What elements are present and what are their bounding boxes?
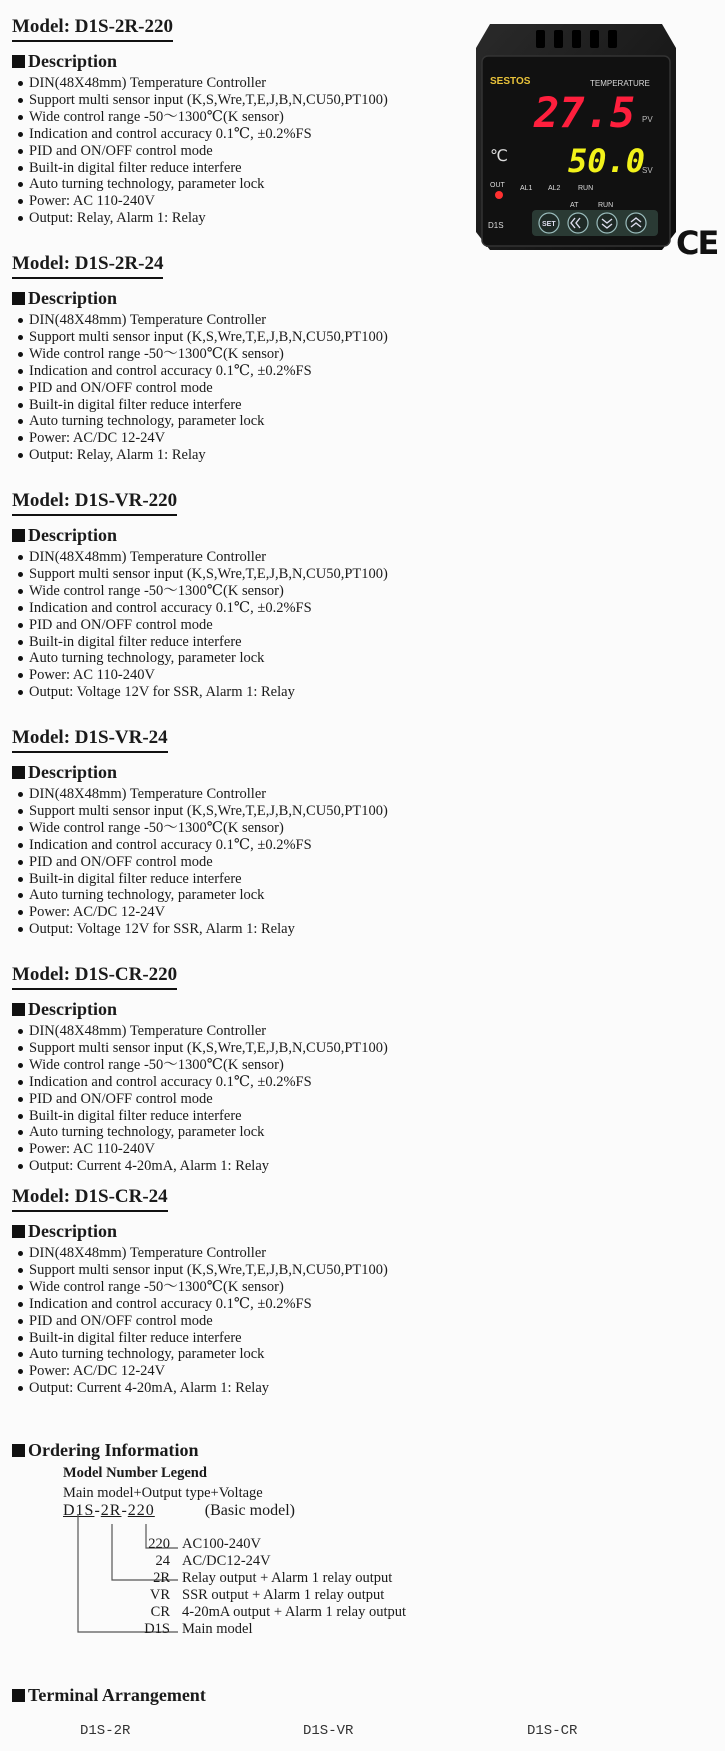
feature-item: DIN(48X48mm) Temperature Controller (18, 1023, 388, 1040)
square-bullet-icon (12, 1689, 25, 1702)
terminal-label: D1S-CR (527, 1723, 578, 1739)
feature-item: Power: AC 110-240V (18, 667, 388, 684)
feature-item: PID and ON/OFF control mode (18, 854, 388, 871)
feature-item: Indication and control accuracy 0.1℃, ±0.2%FS (18, 600, 388, 617)
ordering-heading: Ordering Information (12, 1440, 199, 1461)
feature-item: Output: Current 4-20mA, Alarm 1: Relay (18, 1158, 388, 1175)
temperature-controller-image (476, 22, 678, 250)
legend-subtitle: Main model+Output type+Voltage (63, 1485, 263, 1501)
feature-item: Built-in digital filter reduce interfere (18, 160, 388, 177)
option-row: 2R Relay output + Alarm 1 relay output (153, 1570, 393, 1586)
feature-item: Power: AC/DC 12-24V (18, 1363, 388, 1380)
feature-item: Indication and control accuracy 0.1℃, ±0.2%FS (18, 1296, 388, 1313)
feature-list (12, 549, 388, 701)
square-bullet-icon (12, 529, 25, 542)
feature-item: Wide control range -50～1300℃(K sensor) (18, 1057, 388, 1074)
feature-item: Built-in digital filter reduce interfere (18, 397, 388, 414)
feature-item: Auto turning technology, parameter lock (18, 650, 388, 667)
indicator-out: OUT (490, 182, 505, 189)
feature-item: Output: Relay, Alarm 1: Relay (18, 447, 388, 464)
feature-item: DIN(48X48mm) Temperature Controller (18, 786, 388, 803)
feature-item: PID and ON/OFF control mode (18, 617, 388, 634)
legend-heading (63, 1463, 263, 1503)
option-row: 24 AC/DC12-24V (155, 1553, 271, 1569)
square-bullet-icon (12, 55, 25, 68)
description-heading: Description (12, 524, 388, 546)
model-title: Model: D1S-CR-24 (12, 1186, 168, 1212)
feature-item: Support multi sensor input (K,S,Wre,T,E,J,B,N,CU50,PT100) (18, 329, 388, 346)
description-heading: Description (12, 287, 388, 309)
model-block-6 (12, 1186, 388, 1397)
model-block-1 (12, 16, 388, 227)
feature-item: Built-in digital filter reduce interfere (18, 1108, 388, 1125)
feature-list (12, 786, 388, 938)
feature-item: Wide control range -50～1300℃(K sensor) (18, 583, 388, 600)
feature-item: Indication and control accuracy 0.1℃, ±0.2%FS (18, 1074, 388, 1091)
model-title: Model: D1S-VR-220 (12, 490, 177, 516)
model-tag: D1S (488, 221, 504, 230)
feature-item: Support multi sensor input (K,S,Wre,T,E,J,B,N,CU50,PT100) (18, 803, 388, 820)
feature-item: Output: Voltage 12V for SSR, Alarm 1: Relay (18, 921, 388, 938)
feature-item: Indication and control accuracy 0.1℃, ±0.2%FS (18, 363, 388, 380)
model-title: Model: D1S-2R-24 (12, 253, 163, 279)
feature-item: Output: Relay, Alarm 1: Relay (18, 210, 388, 227)
out-led-icon (495, 191, 503, 199)
feature-list (12, 1245, 388, 1397)
feature-item: Built-in digital filter reduce interfere (18, 871, 388, 888)
feature-item: Built-in digital filter reduce interfere (18, 1330, 388, 1347)
square-bullet-icon (12, 1444, 25, 1457)
feature-list (12, 312, 388, 464)
description-heading: Description (12, 998, 388, 1020)
feature-item: Power: AC/DC 12-24V (18, 904, 388, 921)
description-heading: Description (12, 50, 388, 72)
unit-label: ℃ (490, 146, 508, 165)
code-string: D1S-2R-220 (63, 1502, 155, 1519)
feature-item: Power: AC/DC 12-24V (18, 430, 388, 447)
indicator-al1: AL1 (520, 185, 533, 192)
terminal-label: D1S-VR (303, 1723, 354, 1739)
feature-item: DIN(48X48mm) Temperature Controller (18, 75, 388, 92)
sv-display: 50.0 (568, 142, 646, 180)
feature-item: Indication and control accuracy 0.1℃, ±0.2%FS (18, 126, 388, 143)
set-key-label: SET (542, 221, 556, 228)
square-bullet-icon (12, 292, 25, 305)
indicator-run: RUN (578, 185, 594, 192)
feature-item: Wide control range -50～1300℃(K sensor) (18, 346, 388, 363)
square-bullet-icon (12, 1225, 25, 1238)
option-row: D1S Main model (144, 1621, 253, 1637)
at-key-label: AT (570, 202, 579, 209)
feature-item: Support multi sensor input (K,S,Wre,T,E,J,B,N,CU50,PT100) (18, 566, 388, 583)
feature-item: Power: AC 110-240V (18, 193, 388, 210)
feature-item: PID and ON/OFF control mode (18, 1091, 388, 1108)
feature-item: Support multi sensor input (K,S,Wre,T,E,J,B,N,CU50,PT100) (18, 92, 388, 109)
ce-mark: CE (676, 224, 718, 262)
feature-list (12, 1023, 388, 1175)
legend-title: Model Number Legend (63, 1465, 207, 1481)
description-heading: Description (12, 1220, 388, 1242)
feature-item: Indication and control accuracy 0.1℃, ±0.2%FS (18, 837, 388, 854)
feature-item: PID and ON/OFF control mode (18, 143, 388, 160)
feature-item: DIN(48X48mm) Temperature Controller (18, 312, 388, 329)
feature-item: Output: Current 4-20mA, Alarm 1: Relay (18, 1380, 388, 1397)
run-key-label: RUN (598, 202, 614, 209)
terminal-label: D1S-2R (80, 1723, 131, 1739)
device-label: TEMPERATURE (590, 79, 650, 88)
feature-item: Auto turning technology, parameter lock (18, 413, 388, 430)
feature-item: Auto turning technology, parameter lock (18, 887, 388, 904)
model-block-5 (12, 964, 388, 1175)
square-bullet-icon (12, 766, 25, 779)
feature-item: Power: AC 110-240V (18, 1141, 388, 1158)
basic-model-note: (Basic model) (204, 1502, 295, 1519)
model-title: Model: D1S-VR-24 (12, 727, 168, 753)
description-heading: Description (12, 761, 388, 783)
indicator-al2: AL2 (548, 185, 561, 192)
feature-item: Auto turning technology, parameter lock (18, 176, 388, 193)
sv-tag: SV (642, 166, 653, 175)
model-block-2 (12, 253, 388, 464)
feature-item: Output: Voltage 12V for SSR, Alarm 1: Relay (18, 684, 388, 701)
option-row: CR 4-20mA output + Alarm 1 relay output (150, 1604, 407, 1620)
model-title: Model: D1S-2R-220 (12, 16, 173, 42)
feature-item: DIN(48X48mm) Temperature Controller (18, 1245, 388, 1262)
feature-list (12, 75, 388, 227)
feature-item: Wide control range -50～1300℃(K sensor) (18, 820, 388, 837)
feature-item: Built-in digital filter reduce interfere (18, 634, 388, 651)
feature-item: Support multi sensor input (K,S,Wre,T,E,J,B,N,CU50,PT100) (18, 1040, 388, 1057)
terminal-heading: Terminal Arrangement (12, 1685, 206, 1706)
feature-item: Wide control range -50～1300℃(K sensor) (18, 1279, 388, 1296)
option-row: VR SSR output + Alarm 1 relay output (149, 1587, 385, 1603)
option-row: 220 AC100-240V (148, 1536, 261, 1552)
feature-item: Support multi sensor input (K,S,Wre,T,E,J,B,N,CU50,PT100) (18, 1262, 388, 1279)
feature-item: Auto turning technology, parameter lock (18, 1346, 388, 1363)
pv-display: 27.5 (534, 88, 636, 137)
feature-item: DIN(48X48mm) Temperature Controller (18, 549, 388, 566)
feature-item: Auto turning technology, parameter lock (18, 1124, 388, 1141)
model-block-3 (12, 490, 388, 701)
feature-item: Wide control range -50～1300℃(K sensor) (18, 109, 388, 126)
pv-tag: PV (642, 115, 653, 124)
model-title: Model: D1S-CR-220 (12, 964, 177, 990)
feature-item: PID and ON/OFF control mode (18, 380, 388, 397)
brand-label: SESTOS (490, 76, 531, 87)
model-block-4 (12, 727, 388, 938)
feature-item: PID and ON/OFF control mode (18, 1313, 388, 1330)
square-bullet-icon (12, 1003, 25, 1016)
